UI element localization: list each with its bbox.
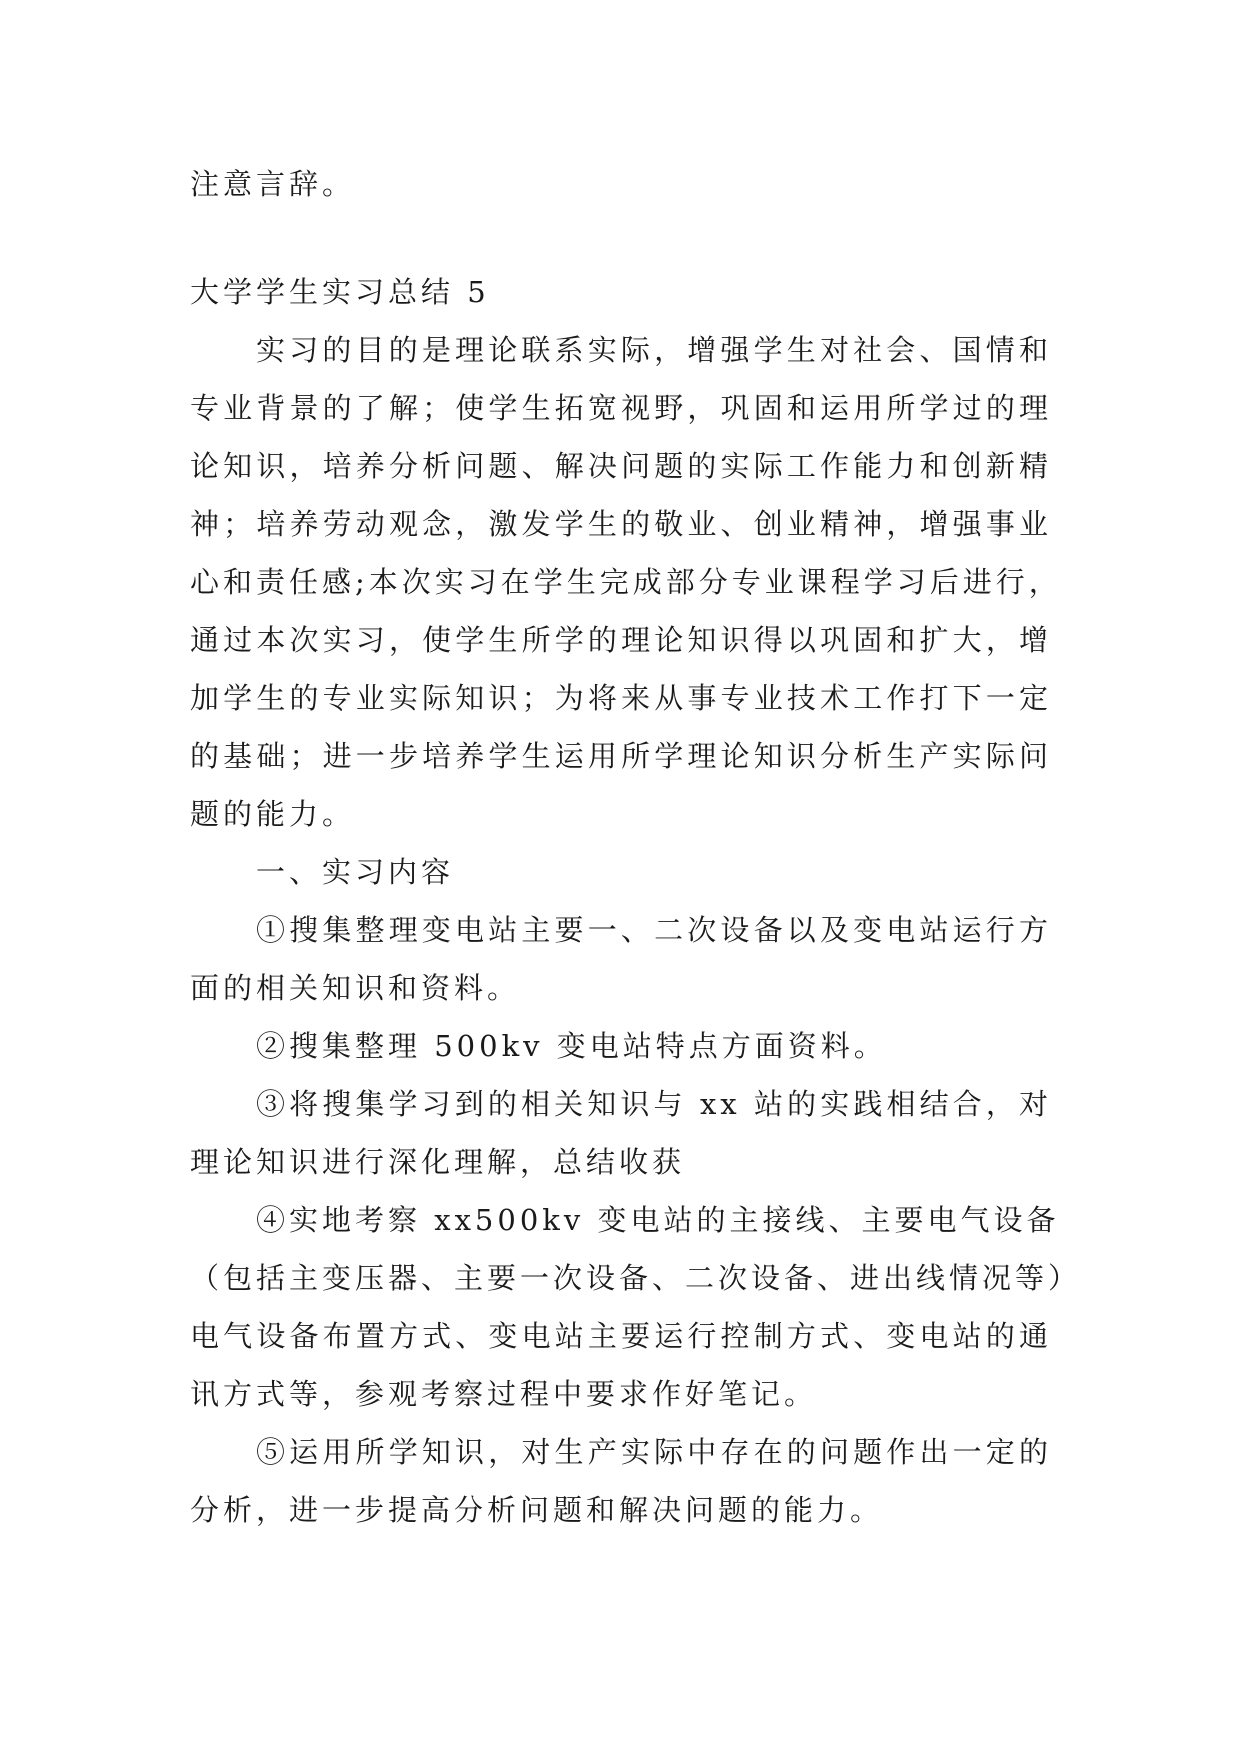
item-line: （包括主变压器、主要一次设备、二次设备、进出线情况等） xyxy=(190,1261,1082,1295)
paragraph-line: 论知识，培养分析问题、解决问题的实际工作能力和创新精 xyxy=(190,449,1052,483)
paragraph-line: 题的能力。 xyxy=(190,797,356,831)
item-line: ⑤运用所学知识，对生产实际中存在的问题作出一定的 xyxy=(256,1435,1052,1469)
item-2 xyxy=(190,1017,1052,1075)
item-line: ④实地考察 xx500kv 变电站的主接线、主要电气设备 xyxy=(256,1203,1060,1237)
paragraph-line: 实习的目的是理论联系实际，增强学生对社会、国情和 xyxy=(256,333,1052,367)
item-line: 讯方式等，参观考察过程中要求作好笔记。 xyxy=(190,1377,818,1411)
paragraph-line: 通过本次实习，使学生所学的理论知识得以巩固和扩大，增 xyxy=(190,623,1052,657)
item-1 xyxy=(190,901,1052,1017)
closing-line: 注意言辞。 xyxy=(190,167,356,201)
item-5 xyxy=(190,1423,1052,1539)
item-line: ②搜集整理 500kv 变电站特点方面资料。 xyxy=(256,1029,887,1063)
content-heading: 一、实习内容 xyxy=(256,855,455,889)
intro-paragraph xyxy=(190,321,1062,843)
item-line: ③将搜集学习到的相关知识与 xx 站的实践相结合，对 xyxy=(256,1087,1052,1121)
section-title: 大学学生实习总结 5 xyxy=(190,275,490,309)
item-line: 电气设备布置方式、变电站主要运行控制方式、变电站的通 xyxy=(190,1319,1052,1353)
paragraph-line: 专业背景的了解；使学生拓宽视野，巩固和运用所学过的理 xyxy=(190,391,1052,425)
paragraph-line: 的基础；进一步培养学生运用所学理论知识分析生产实际问 xyxy=(190,739,1052,773)
item-4 xyxy=(190,1191,1082,1423)
paragraph-line: 加学生的专业实际知识；为将来从事专业技术工作打下一定 xyxy=(190,681,1052,715)
paragraph-line: 神；培养劳动观念，激发学生的敬业、创业精神，增强事业 xyxy=(190,507,1052,541)
item-line: 理论知识进行深化理解，总结收获 xyxy=(190,1145,686,1179)
spacer xyxy=(190,213,1052,263)
paragraph-line: 心和责任感;本次实习在学生完成部分专业课程学习后进行， xyxy=(190,565,1062,599)
item-line: 面的相关知识和资料。 xyxy=(190,971,521,1005)
item-line: ①搜集整理变电站主要一、二次设备以及变电站运行方 xyxy=(256,913,1052,947)
document-body xyxy=(190,155,1082,1539)
item-3 xyxy=(190,1075,1052,1191)
item-line: 分析，进一步提高分析问题和解决问题的能力。 xyxy=(190,1493,884,1527)
